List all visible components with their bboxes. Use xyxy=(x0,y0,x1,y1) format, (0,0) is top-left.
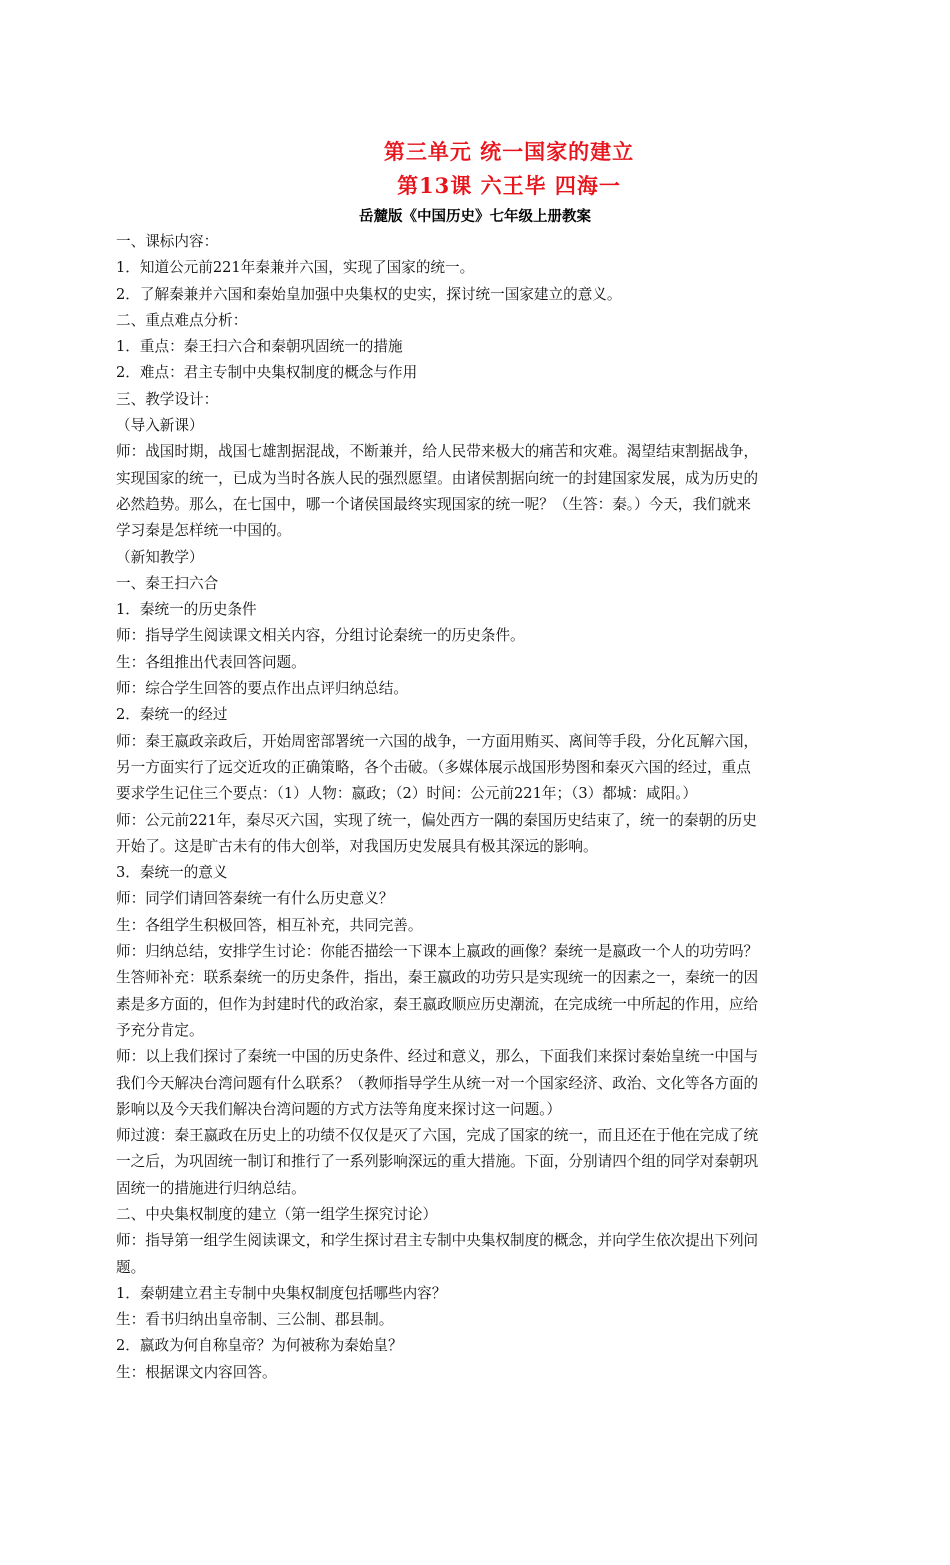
text-line: 我们今天解决台湾问题有什么联系？（教师指导学生从统一对一个国家经济、政治、文化等各方面的 xyxy=(116,1074,759,1092)
text-line: 师过渡：秦王嬴政在历史上的功绩不仅仅是灭了六国，完成了国家的统一，而且还在于他在完成了统 xyxy=(116,1127,759,1145)
text-line: 开始了。这是旷古未有的伟大创举，对我国历史发展具有极其深远的影响。 xyxy=(116,837,598,855)
lesson-title: 第13课 六王毕 四海一 xyxy=(397,173,621,198)
text-line: 学习秦是怎样统一中国的。 xyxy=(116,522,292,540)
text-line: 实现国家的统一，已成为当时各族人民的强烈愿望。由诸侯割据向统一的封建国家发展，成为历史的 xyxy=(116,469,759,487)
text-line: 2．了解秦兼并六国和秦始皇加强中央集权的史实，探讨统一国家建立的意义。 xyxy=(116,285,622,303)
text-line: 予充分肯定。 xyxy=(116,1021,204,1039)
text-line: 一、秦王扫六合 xyxy=(116,574,219,592)
lesson-plan-body xyxy=(116,229,840,1386)
text-line: （新知教学） xyxy=(116,548,204,566)
text-line: 师：指导第一组学生阅读课文，和学生探讨君主专制中央集权制度的概念，并向学生依次提出下列问 xyxy=(116,1232,759,1250)
text-line: 师：同学们请回答秦统一有什么历史意义？ xyxy=(116,890,394,908)
text-line: 师：综合学生回答的要点作出点评归纳总结。 xyxy=(116,680,408,698)
text-line: 师：以上我们探讨了秦统一中国的历史条件、经过和意义，那么，下面我们来探讨秦始皇统一中国与 xyxy=(116,1048,759,1066)
unit-title: 第三单元 统一国家的建立 xyxy=(383,139,635,164)
text-line: （导入新课） xyxy=(116,417,204,435)
document-subtitle: 岳麓版《中国历史》七年级上册教案 xyxy=(359,208,591,225)
text-line: 师：归纳总结，安排学生讨论：你能否描绘一下课本上嬴政的画像？秦统一是嬴政一个人的功劳吗？ xyxy=(116,943,759,961)
text-line: 二、重点难点分析： xyxy=(116,311,248,329)
text-line: 1．重点：秦王扫六合和秦朝巩固统一的措施 xyxy=(116,338,403,356)
text-line: 影响以及今天我们解决台湾问题的方式方法等角度来探讨这一问题。） xyxy=(116,1100,562,1118)
text-line: 师：指导学生阅读课文相关内容，分组讨论秦统一的历史条件。 xyxy=(116,627,525,645)
text-line: 1．秦统一的历史条件 xyxy=(116,601,257,619)
text-line: 师：秦王嬴政亲政后，开始周密部署统一六国的战争，一方面用贿买、离间等手段，分化瓦解六国， xyxy=(116,732,759,750)
text-line: 1．知道公元前221年秦兼并六国，实现了国家的统一。 xyxy=(116,259,475,277)
text-line: 生：根据课文内容回答。 xyxy=(116,1363,277,1381)
text-line: 2．秦统一的经过 xyxy=(116,706,228,724)
text-line: 素是多方面的，但作为封建时代的政治家，秦王嬴政顺应历史潮流，在完成统一中所起的作用，应给 xyxy=(116,995,759,1013)
text-line: 必然趋势。那么，在七国中，哪一个诸侯国最终实现国家的统一呢？（生答：秦。）今天，我们就来 xyxy=(116,495,751,513)
text-line: 师：战国时期，战国七雄割据混战，不断兼并，给人民带来极大的痛苦和灾难。渴望结束割据战争， xyxy=(116,443,759,461)
text-line: 二、中央集权制度的建立（第一组学生探究讨论） xyxy=(116,1205,438,1223)
text-line: 一之后，为巩固统一制订和推行了一系列影响深远的重大措施。下面，分别请四个组的同学对秦朝巩 xyxy=(116,1153,759,1171)
text-line: 师：公元前221年，秦尽灭六国，实现了统一，偏处西方一隅的秦国历史结束了，统一的秦朝的历史 xyxy=(116,811,757,829)
text-line: 固统一的措施进行归纳总结。 xyxy=(116,1179,306,1197)
text-line: 一、课标内容： xyxy=(116,233,219,250)
text-line: 生：看书归纳出皇帝制、三公制、郡县制。 xyxy=(116,1311,394,1329)
text-line: 生答师补充：联系秦统一的历史条件，指出，秦王嬴政的功劳只是实现统一的因素之一，秦统一的因 xyxy=(116,969,759,987)
text-line: 1．秦朝建立君主专制中央集权制度包括哪些内容？ xyxy=(116,1284,447,1302)
text-line: 三、教学设计： xyxy=(116,390,219,408)
text-line: 生：各组推出代表回答问题。 xyxy=(116,653,306,671)
text-line: 题。 xyxy=(116,1258,146,1276)
text-line: 另一方面实行了远交近攻的正确策略，各个击破。（多媒体展示战国形势图和秦灭六国的经过，重点 xyxy=(116,758,751,776)
text-line: 2．难点：君主专制中央集权制度的概念与作用 xyxy=(116,364,418,382)
text-line: 生：各组学生积极回答，相互补充，共同完善。 xyxy=(116,916,423,934)
text-line: 要求学生记住三个要点：（1）人物：嬴政；（2）时间：公元前221年；（3）都城：咸阳。） xyxy=(116,785,698,803)
text-line: 3．秦统一的意义 xyxy=(116,864,228,882)
text-line: 2．嬴政为何自称皇帝？为何被称为秦始皇？ xyxy=(116,1337,403,1355)
